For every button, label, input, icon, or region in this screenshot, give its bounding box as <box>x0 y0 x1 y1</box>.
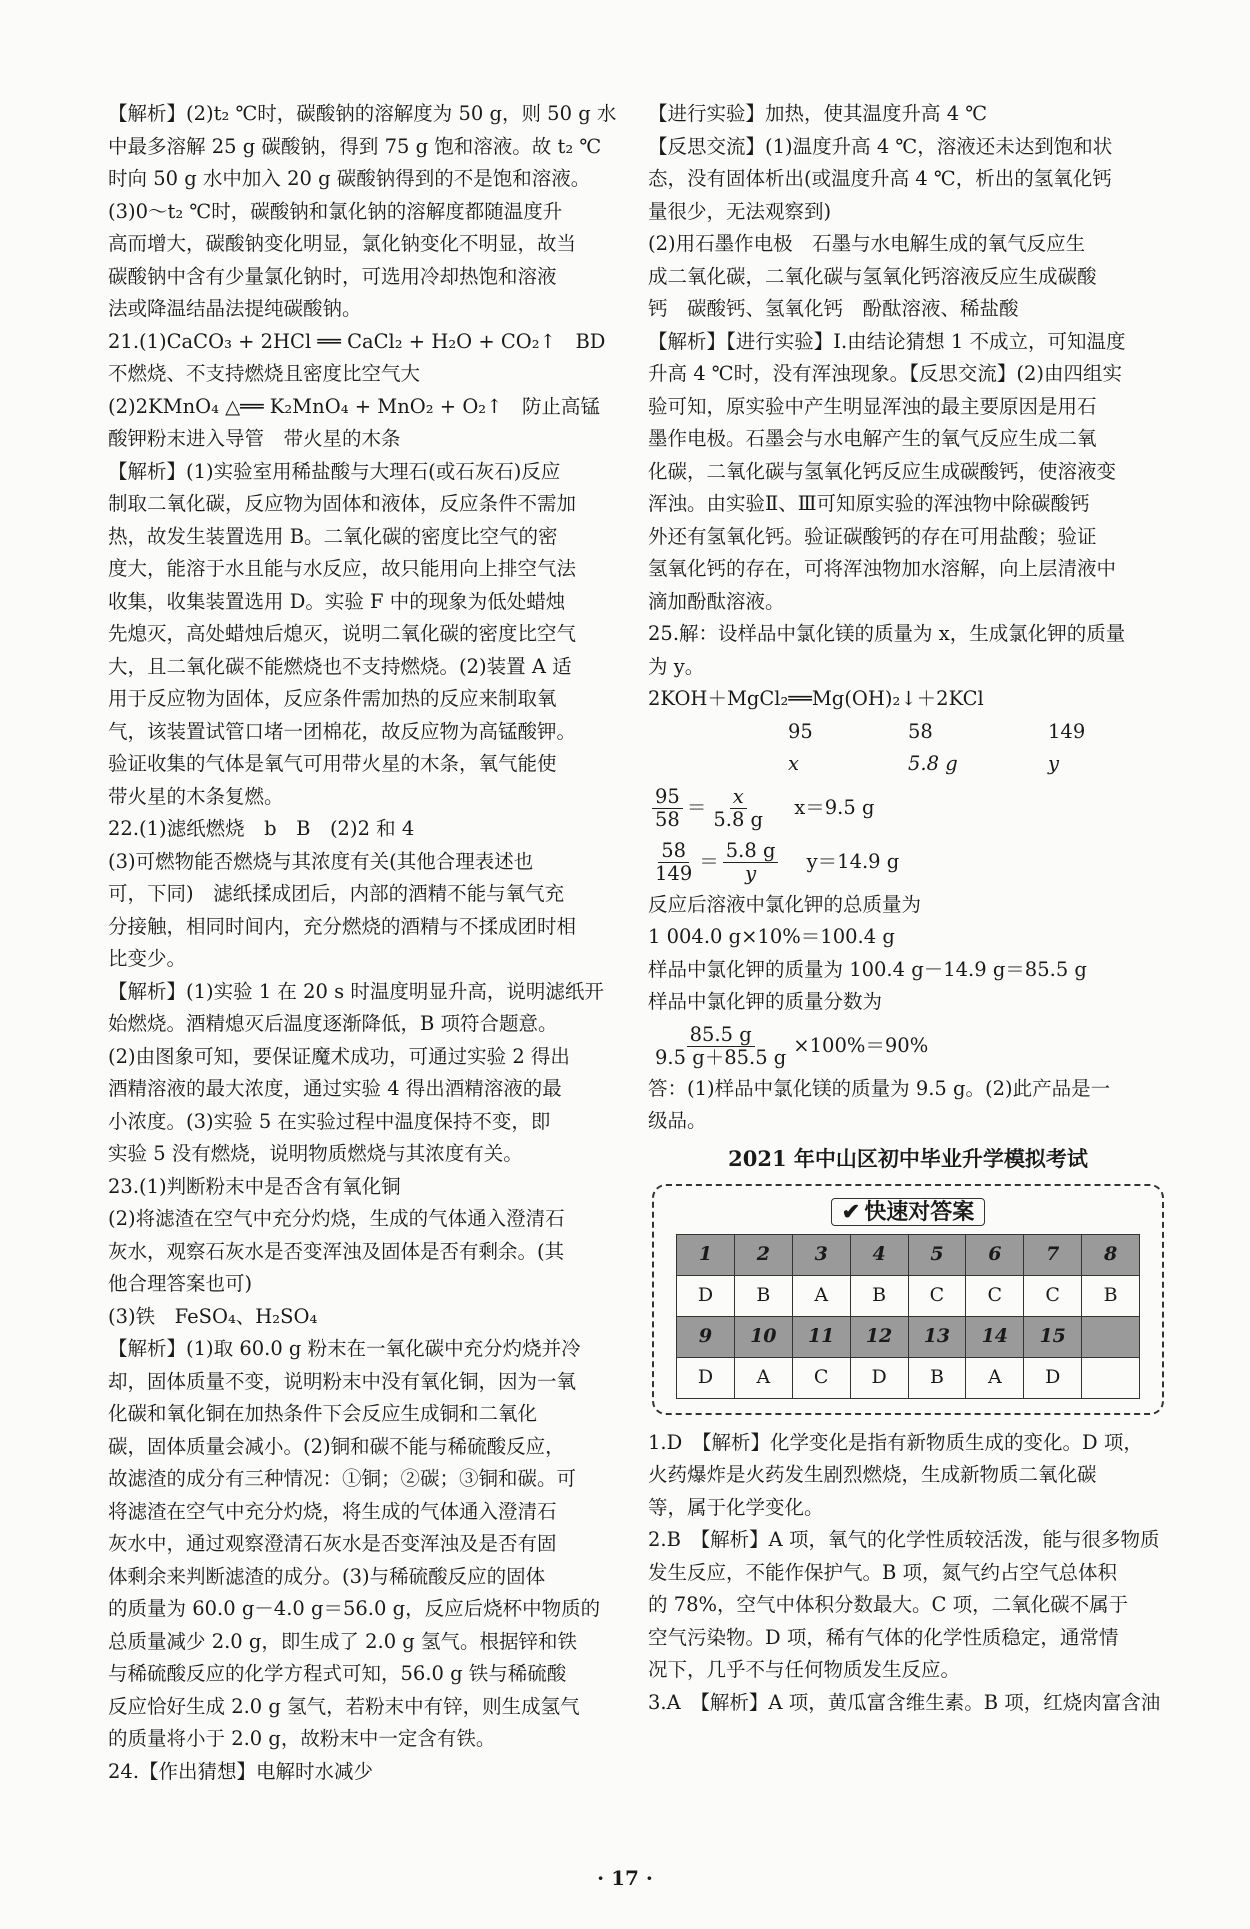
q25-solution <box>648 618 1168 1138</box>
equals: ＝ <box>686 795 707 819</box>
text-line: 可，下同) 滤纸揉成团后，内部的酒精不能与氧气充 <box>108 882 565 905</box>
text-line: 成二氧化碳，二氧化碳与氢氧化钙溶液反应生成碳酸 <box>648 264 1097 288</box>
fraction-tail: ×100%＝90% <box>793 1033 929 1057</box>
text-line: 用于反应物为固体，反应条件需加热的反应来制取氧 <box>108 687 557 710</box>
text-line: (3)可燃物能否燃烧与其浓度有关(其他合理表述也 <box>108 849 534 873</box>
text-line: 体剩余来判断滤渣的成分。(3)与稀硫酸反应的固体 <box>108 1564 546 1588</box>
table-row <box>677 1357 1140 1398</box>
table-cell: 8 <box>1082 1234 1140 1275</box>
quick-answer-label <box>831 1198 985 1226</box>
text-line: 将滤渣在空气中充分灼烧，将生成的气体通入澄清石 <box>108 1499 557 1523</box>
text-line: 升高 4 ℃时，没有浑浊现象。【反思交流】(2)由四组实 <box>648 362 1122 385</box>
fraction <box>723 840 779 885</box>
text-line: (3)0～t₂ ℃时，碳酸钠和氯化钠的溶解度都随温度升 <box>108 199 563 223</box>
q23-answer <box>108 1171 616 1789</box>
eq-cell <box>648 748 788 781</box>
text-line: 收集，收集装置选用 D。实验 F 中的现象为低处蜡烛 <box>108 589 566 613</box>
fraction <box>652 1024 789 1069</box>
text-line: 1.D 【解析】化学变化是指有新物质生成的变化。D 项， <box>648 1430 1143 1454</box>
q24-answer <box>648 98 1168 618</box>
exam-title: 2021 年中山区初中毕业升学模拟考试 <box>728 1145 1088 1171</box>
text-line: 分接触，相同时间内，充分燃烧的酒精与不揉成团时相 <box>108 914 577 938</box>
text-line: 的质量为 60.0 g－4.0 g＝56.0 g，反应后烧杯中物质的 <box>108 1597 601 1620</box>
text-line: 始燃烧。酒精熄灭后温度逐渐降低，B 项符合题意。 <box>108 1012 558 1035</box>
table-cell: 15 <box>1024 1316 1082 1357</box>
table-row <box>677 1234 1140 1275</box>
numerator: 85.5 g <box>687 1024 755 1047</box>
equals: ＝ <box>699 849 719 873</box>
text-line: 发生反应，不能作保护气。B 项，氮气约占空气总体积 <box>648 1560 1118 1584</box>
table-cell: 12 <box>850 1316 908 1357</box>
table-cell: C <box>908 1275 966 1316</box>
numerator: 95 <box>652 786 683 809</box>
text-line: 化碳和氧化铜在加热条件下会反应生成铜和二氧化 <box>108 1402 538 1425</box>
table-row <box>677 1316 1140 1357</box>
table-cell: D <box>850 1357 908 1398</box>
text-line: 大，且二氧化碳不能燃烧也不支持燃烧。(2)装置 A 适 <box>108 654 572 678</box>
text-line: 与稀硫酸反应的化学方程式可知，56.0 g 铁与稀硫酸 <box>108 1662 567 1685</box>
text-line: (2)将滤渣在空气中充分灼烧，生成的气体通入澄清石 <box>108 1207 565 1230</box>
fraction <box>710 786 766 831</box>
text-line: 气，该装置试管口堵一团棉花，故反应物为高锰酸钾。 <box>108 719 577 743</box>
text-line: 中最多溶解 25 g 碳酸钠，得到 75 g 饱和溶液。故 t₂ ℃ <box>108 134 602 158</box>
denominator: 5.8 g <box>713 807 764 831</box>
text-line: 比变少。 <box>108 947 187 970</box>
table-cell: 6 <box>966 1234 1024 1275</box>
table-cell: A <box>734 1357 792 1398</box>
text-line: (2)用石墨作电极 石墨与水电解生成的氧气反应生 <box>648 232 1086 255</box>
mass-fraction-calc <box>648 1019 1168 1073</box>
fraction <box>652 786 683 831</box>
text-line: 高而增大，碳酸钠变化明显，氯化钠变化不明显，故当 <box>108 232 577 255</box>
table-cell: 2 <box>734 1234 792 1275</box>
eq-cell: y <box>1048 752 1060 775</box>
table-cell: C <box>1024 1275 1082 1316</box>
eq-cell <box>648 716 788 749</box>
text-line: 墨作电极。石墨会与水电解产生的氧气反应生成二氧 <box>648 427 1097 450</box>
right-column <box>648 98 1168 1719</box>
table-cell: A <box>966 1357 1024 1398</box>
fraction <box>652 840 695 885</box>
table-cell: D <box>677 1357 735 1398</box>
table-cell <box>1082 1316 1140 1357</box>
box-title: 快速对答案 <box>864 1198 975 1225</box>
text-line: 钙 碳酸钙、氢氧化钙 酚酞溶液、稀盐酸 <box>648 297 1019 320</box>
table-cell: 11 <box>792 1316 850 1357</box>
table-cell: B <box>734 1275 792 1316</box>
text-line: 度大，能溶于水且能与水反应，故只能用向上排空气法 <box>108 557 577 580</box>
numerator: 5.8 g <box>723 840 779 863</box>
text-line: 化碳，二氧化碳与氢氧化钙反应生成碳酸钙，使溶液变 <box>648 459 1117 483</box>
table-cell: 1 <box>677 1234 735 1275</box>
q1-3-analysis <box>648 1427 1168 1720</box>
text-line: 态，没有固体析出(或温度升高 4 ℃，析出的氢氧化钙 <box>648 167 1112 190</box>
text-line: 【解析】(1)取 60.0 g 粉末在一氧化碳中充分灼烧并冷 <box>108 1337 581 1360</box>
text-line: 【进行实验】加热，使其温度升高 4 ℃ <box>648 102 988 125</box>
text-line: 不燃烧、不支持燃烧且密度比空气大 <box>108 362 421 385</box>
table-cell: 14 <box>966 1316 1024 1357</box>
text-line: 22.(1)滤纸燃烧 b B (2)2 和 4 <box>108 817 415 840</box>
text-line: 为 y。 <box>648 654 705 678</box>
equation-mass-row <box>648 716 1168 749</box>
text-line: 他合理答案也可) <box>108 1272 253 1295</box>
text-line: 氢氧化钙的存在，可将浑浊物加水溶解，向上层清液中 <box>648 557 1117 580</box>
table-cell: 4 <box>850 1234 908 1275</box>
table-cell: D <box>677 1275 735 1316</box>
page-number: · 17 · <box>597 1866 653 1890</box>
denominator: 58 <box>655 807 680 831</box>
text-line: 反应恰好生成 2.0 g 氢气，若粉末中有锌，则生成氢气 <box>108 1694 580 1718</box>
text-line: 样品中氯化钾的质量为 100.4 g－14.9 g＝85.5 g <box>648 957 1087 981</box>
ratio-equation-x <box>648 781 1168 835</box>
chemical-equation: 2KOH＋MgCl₂══Mg(OH)₂↓＋2KCl <box>648 687 984 710</box>
table-cell: D <box>1024 1357 1082 1398</box>
answer-table <box>676 1234 1140 1399</box>
text-line: 验可知，原实验中产生明显浑浊的最主要原因是用石 <box>648 394 1097 418</box>
eq-cell: x <box>788 752 799 775</box>
table-cell: 3 <box>792 1234 850 1275</box>
quick-answer-heading <box>676 1194 1140 1230</box>
text-line: 制取二氧化碳，反应物为固体和液体，反应条件不需加 <box>108 492 577 515</box>
text-line: 带火星的木条复燃。 <box>108 784 284 808</box>
table-cell: 7 <box>1024 1234 1082 1275</box>
text-line: 热，故发生装置选用 B。二氧化碳的密度比空气的密 <box>108 524 558 548</box>
text-line: 的 78%，空气中体积分数最大。C 项，二氧化碳不属于 <box>648 1593 1129 1616</box>
numerator: 58 <box>658 840 689 863</box>
numerator: x <box>730 786 747 809</box>
denominator: 149 <box>655 861 693 885</box>
text-line: 小浓度。(3)实验 5 在实验过程中温度保持不变，即 <box>108 1109 551 1133</box>
text-line: 实验 5 没有燃烧，说明物质燃烧与其浓度有关。 <box>108 1142 523 1165</box>
table-cell: B <box>1082 1275 1140 1316</box>
text-line: 碳酸钠中含有少量氯化钠时，可选用冷却热饱和溶液 <box>108 264 557 288</box>
table-cell <box>1082 1357 1140 1398</box>
denominator: 9.5 g＋85.5 g <box>655 1045 787 1069</box>
text-line: 火药爆炸是火药发生剧烈燃烧，生成新物质二氧化碳 <box>648 1463 1097 1486</box>
text-line: 灰水中，通过观察澄清石灰水是否变浑浊及是否有固 <box>108 1532 557 1555</box>
text-line: 验证收集的气体是氧气可用带火星的木条，氧气能使 <box>108 752 557 775</box>
table-row <box>677 1275 1140 1316</box>
denominator: y <box>745 861 757 885</box>
text-line: 灰水，观察石灰水是否变浑浊及固体是否有剩余。(其 <box>108 1239 565 1263</box>
ratio-equation-y <box>648 835 1168 889</box>
text-line: 2.B 【解析】A 项，氧气的化学性质较活泼，能与很多物质 <box>648 1528 1160 1551</box>
text-line: 滴加酚酞溶液。 <box>648 589 785 613</box>
text-line: 【解析】(2)t₂ ℃时，碳酸钠的溶解度为 50 g，则 50 g 水 <box>108 102 616 125</box>
text-line: 【解析】(1)实验室用稀盐酸与大理石(或石灰石)反应 <box>108 459 561 483</box>
text-line: 先熄灭，高处蜡烛后熄灭，说明二氧化碳的密度比空气 <box>108 622 577 645</box>
table-cell: 10 <box>734 1316 792 1357</box>
q22-answer <box>108 813 616 1171</box>
text-line: 故滤渣的成分有三种情况：①铜；②碳；③铜和碳。可 <box>108 1467 577 1490</box>
equation-variable-row <box>648 748 1168 781</box>
table-cell: C <box>966 1275 1024 1316</box>
q21-answer <box>108 326 616 814</box>
text-line: 24.【作出猜想】电解时水减少 <box>108 1759 374 1783</box>
text-line: 【解析】(1)实验 1 在 20 s 时温度明显升高，说明滤纸开 <box>108 979 604 1003</box>
table-cell: B <box>850 1275 908 1316</box>
text-line: 样品中氯化钾的质量分数为 <box>648 990 883 1013</box>
table-cell: C <box>792 1357 850 1398</box>
eq-cell: 58 <box>908 719 933 743</box>
eq-cell: 5.8 g <box>908 752 958 775</box>
checkmark-icon: ✔ <box>841 1198 861 1225</box>
eq-cell: 95 <box>788 719 813 743</box>
text-line: 酸钾粉末进入导管 带火星的木条 <box>108 427 401 450</box>
text-line: 酒精溶液的最大浓度，通过实验 4 得出酒精溶液的最 <box>108 1077 562 1100</box>
text-line: (2)由图象可知，要保证魔术成功，可通过实验 2 得出 <box>108 1044 570 1068</box>
table-cell: 9 <box>677 1316 735 1357</box>
text-line: 反应后溶液中氯化钾的总质量为 <box>648 892 922 916</box>
q20-analysis <box>108 98 616 326</box>
text-line: 3.A 【解析】A 项，黄瓜富含维生素。B 项，红烧肉富含油 <box>648 1690 1161 1714</box>
text-line: 量很少，无法观察到) <box>648 199 832 223</box>
text-line: 时向 50 g 水中加入 20 g 碳酸钠得到的不是饱和溶液。 <box>108 167 591 190</box>
text-line: 级品。 <box>648 1109 707 1132</box>
text-line: 外还有氢氧化钙。验证碳酸钙的存在可用盐酸；验证 <box>648 524 1097 548</box>
text-line: 21.(1)CaCO₃ + 2HCl ══ CaCl₂ + H₂O + CO₂↑ BD <box>108 329 606 353</box>
text-line: 的质量将小于 2.0 g，故粉末中一定含有铁。 <box>108 1727 496 1750</box>
text-line: (2)2KMnO₄ △══ K₂MnO₄ + MnO₂ + O₂↑ 防止高锰 <box>108 394 600 418</box>
left-column <box>108 98 616 1788</box>
table-cell: 13 <box>908 1316 966 1357</box>
result: x＝9.5 g <box>794 795 875 819</box>
text-line: 碳，固体质量会减小。(2)铜和碳不能与稀硫酸反应， <box>108 1434 565 1458</box>
table-cell: B <box>908 1357 966 1398</box>
table-cell: A <box>792 1275 850 1316</box>
text-line: 等，属于化学变化。 <box>648 1495 824 1519</box>
text-line: 空气污染物。D 项，稀有气体的化学性质稳定，通常情 <box>648 1625 1119 1649</box>
text-line: 1 004.0 g×10%＝100.4 g <box>648 925 895 948</box>
text-line: 答：(1)样品中氯化镁的质量为 9.5 g。(2)此产品是一 <box>648 1076 1111 1100</box>
quick-answer-box <box>652 1184 1164 1415</box>
text-line: 总质量减少 2.0 g，即生成了 2.0 g 氢气。根据锌和铁 <box>108 1629 577 1653</box>
text-line: 法或降温结晶法提纯碳酸钠。 <box>108 297 362 320</box>
eq-cell: 149 <box>1048 719 1086 743</box>
text-line: 23.(1)判断粉末中是否含有氧化铜 <box>108 1174 401 1198</box>
text-line: 【反思交流】(1)温度升高 4 ℃，溶液还未达到饱和状 <box>648 134 1113 158</box>
text-line: 却，固体质量不变，说明粉末中没有氧化铜，因为一氧 <box>108 1369 577 1393</box>
text-line: 况下，几乎不与任何物质发生反应。 <box>648 1658 961 1681</box>
text-line: 25.解：设样品中氯化镁的质量为 x，生成氯化钾的质量 <box>648 622 1126 645</box>
text-line: (3)铁 FeSO₄、H₂SO₄ <box>108 1304 318 1328</box>
text-line: 【解析】【进行实验】Ⅰ.由结论猜想 1 不成立，可知温度 <box>648 329 1126 353</box>
table-cell: 5 <box>908 1234 966 1275</box>
text-line: 浑浊。由实验Ⅱ、Ⅲ可知原实验的浑浊物中除碳酸钙 <box>648 492 1090 515</box>
result: y＝14.9 g <box>806 849 900 873</box>
